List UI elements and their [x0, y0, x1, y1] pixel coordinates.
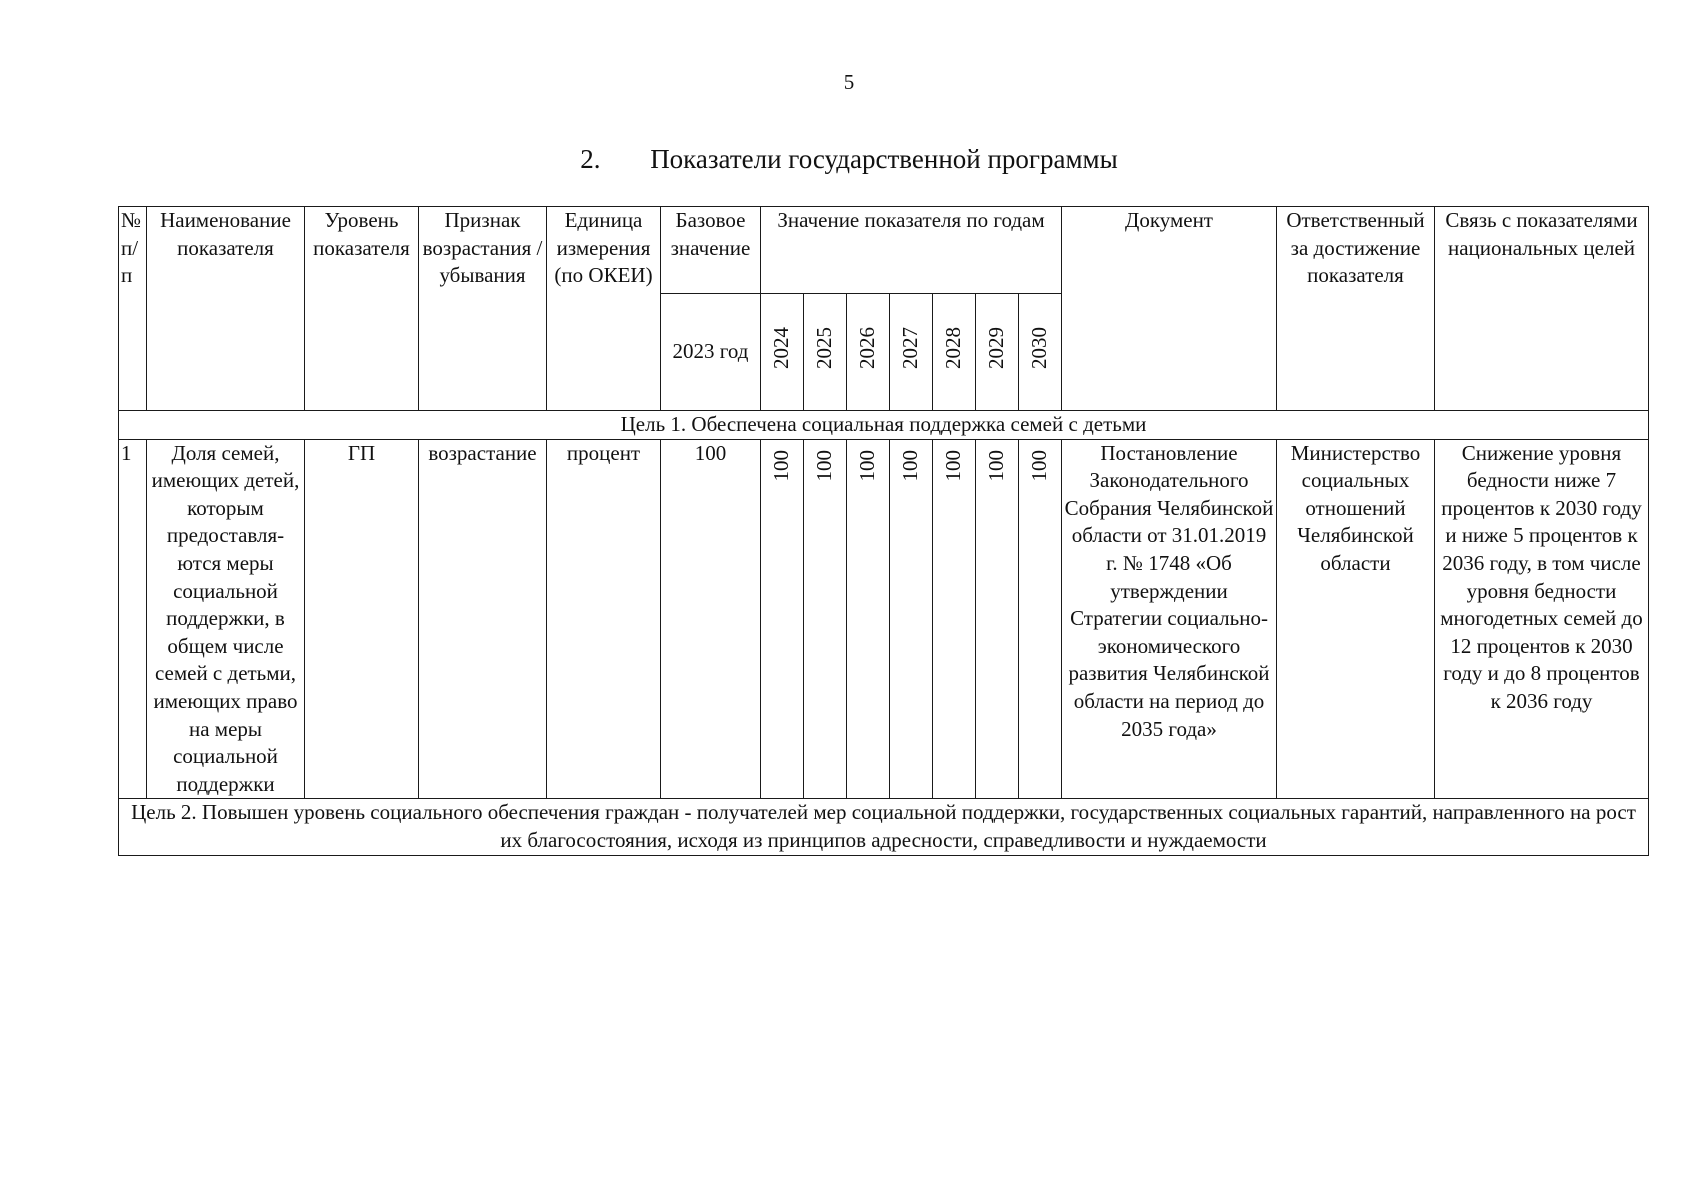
- row-sign: возрастание: [419, 439, 547, 799]
- value-2027: [890, 439, 933, 799]
- year-header-2029: [976, 294, 1019, 411]
- value-2026: [847, 439, 890, 799]
- value-2030: [1019, 439, 1062, 799]
- row-document: Постановление Законодательного Собрания Челябинской области от 31.01.2019 г. № 1748 «Об утверждении Стратегии социально-экономического развития Челябинской области на период до 2035 года»: [1062, 439, 1277, 799]
- page-number: 5: [843, 70, 855, 94]
- section-title: [0, 144, 1698, 175]
- col-header-num: № п/п: [119, 207, 147, 411]
- col-header-base: Базовое значение: [661, 207, 761, 294]
- value-2025: [804, 439, 847, 799]
- row-unit: процент: [547, 439, 661, 799]
- year-label: 2025: [812, 327, 837, 370]
- col-header-values-by-year: Значение показателя по годам: [761, 207, 1062, 294]
- value-text: 100: [812, 449, 837, 482]
- col-header-document: Документ: [1062, 207, 1277, 411]
- row-num: 1: [119, 439, 147, 799]
- goal-2-text: Цель 2. Повышен уровень социального обеспечения граждан - получателей мер социальной поддержки, государственных социальных гарантий, направленного на рост их благосостояния, исходя из принципов адресности, справедливости и нуждаемости: [119, 799, 1649, 855]
- section-number: 2.: [580, 144, 601, 174]
- year-label: 2028: [941, 327, 966, 370]
- row-responsible: Министерство социальных отношений Челябинской области: [1277, 439, 1435, 799]
- table-row: [119, 439, 1649, 799]
- goal-row-2: [119, 799, 1649, 855]
- value-text: 100: [984, 449, 1009, 482]
- row-base-value: 100: [661, 439, 761, 799]
- year-header-2025: [804, 294, 847, 411]
- col-header-level: Уровень показателя: [305, 207, 419, 411]
- goal-1-text: Цель 1. Обеспечена социальная поддержка семей с детьми: [119, 411, 1649, 440]
- row-link: Снижение уровня бедности ниже 7 процентов к 2030 году и ниже 5 процентов к 2036 году, в том числе уровня бедности многодетных семей до 12 процентов к 2030 году и до 8 процентов к 2036 году: [1435, 439, 1649, 799]
- year-label: 2030: [1027, 327, 1052, 370]
- year-header-2024: [761, 294, 804, 411]
- value-text: 100: [898, 449, 923, 482]
- col-header-name: Наименование показателя: [147, 207, 305, 411]
- col-header-link: Связь с показателями национальных целей: [1435, 207, 1649, 411]
- value-text: 100: [941, 449, 966, 482]
- header-row-1: [119, 207, 1649, 294]
- year-label: 2024: [769, 327, 794, 370]
- value-text: 100: [1027, 449, 1052, 482]
- section-title-text: Показатели государственной программы: [650, 144, 1118, 174]
- col-header-unit: Единица измерения (по ОКЕИ): [547, 207, 661, 411]
- year-label: 2029: [984, 327, 1009, 370]
- year-header-2028: [933, 294, 976, 411]
- row-name: Доля семей, имеющих детей, которым предоставля-ются меры социальной поддержки, в общем числе семей с детьми, имеющих право на меры социальной поддержки: [147, 439, 305, 799]
- value-2028: [933, 439, 976, 799]
- row-level: ГП: [305, 439, 419, 799]
- year-label: 2027: [898, 327, 923, 370]
- year-header-2030: [1019, 294, 1062, 411]
- col-header-sign: Признак возрастания / убывания: [419, 207, 547, 411]
- year-header-2026: [847, 294, 890, 411]
- col-header-base-year: 2023 год: [661, 294, 761, 411]
- goal-row-1: [119, 411, 1649, 440]
- indicators-table: [118, 206, 1649, 856]
- value-2029: [976, 439, 1019, 799]
- value-text: 100: [769, 449, 794, 482]
- year-label: 2026: [855, 327, 880, 370]
- value-text: 100: [855, 449, 880, 482]
- year-header-2027: [890, 294, 933, 411]
- col-header-responsible: Ответственный за достижение показателя: [1277, 207, 1435, 411]
- value-2024: [761, 439, 804, 799]
